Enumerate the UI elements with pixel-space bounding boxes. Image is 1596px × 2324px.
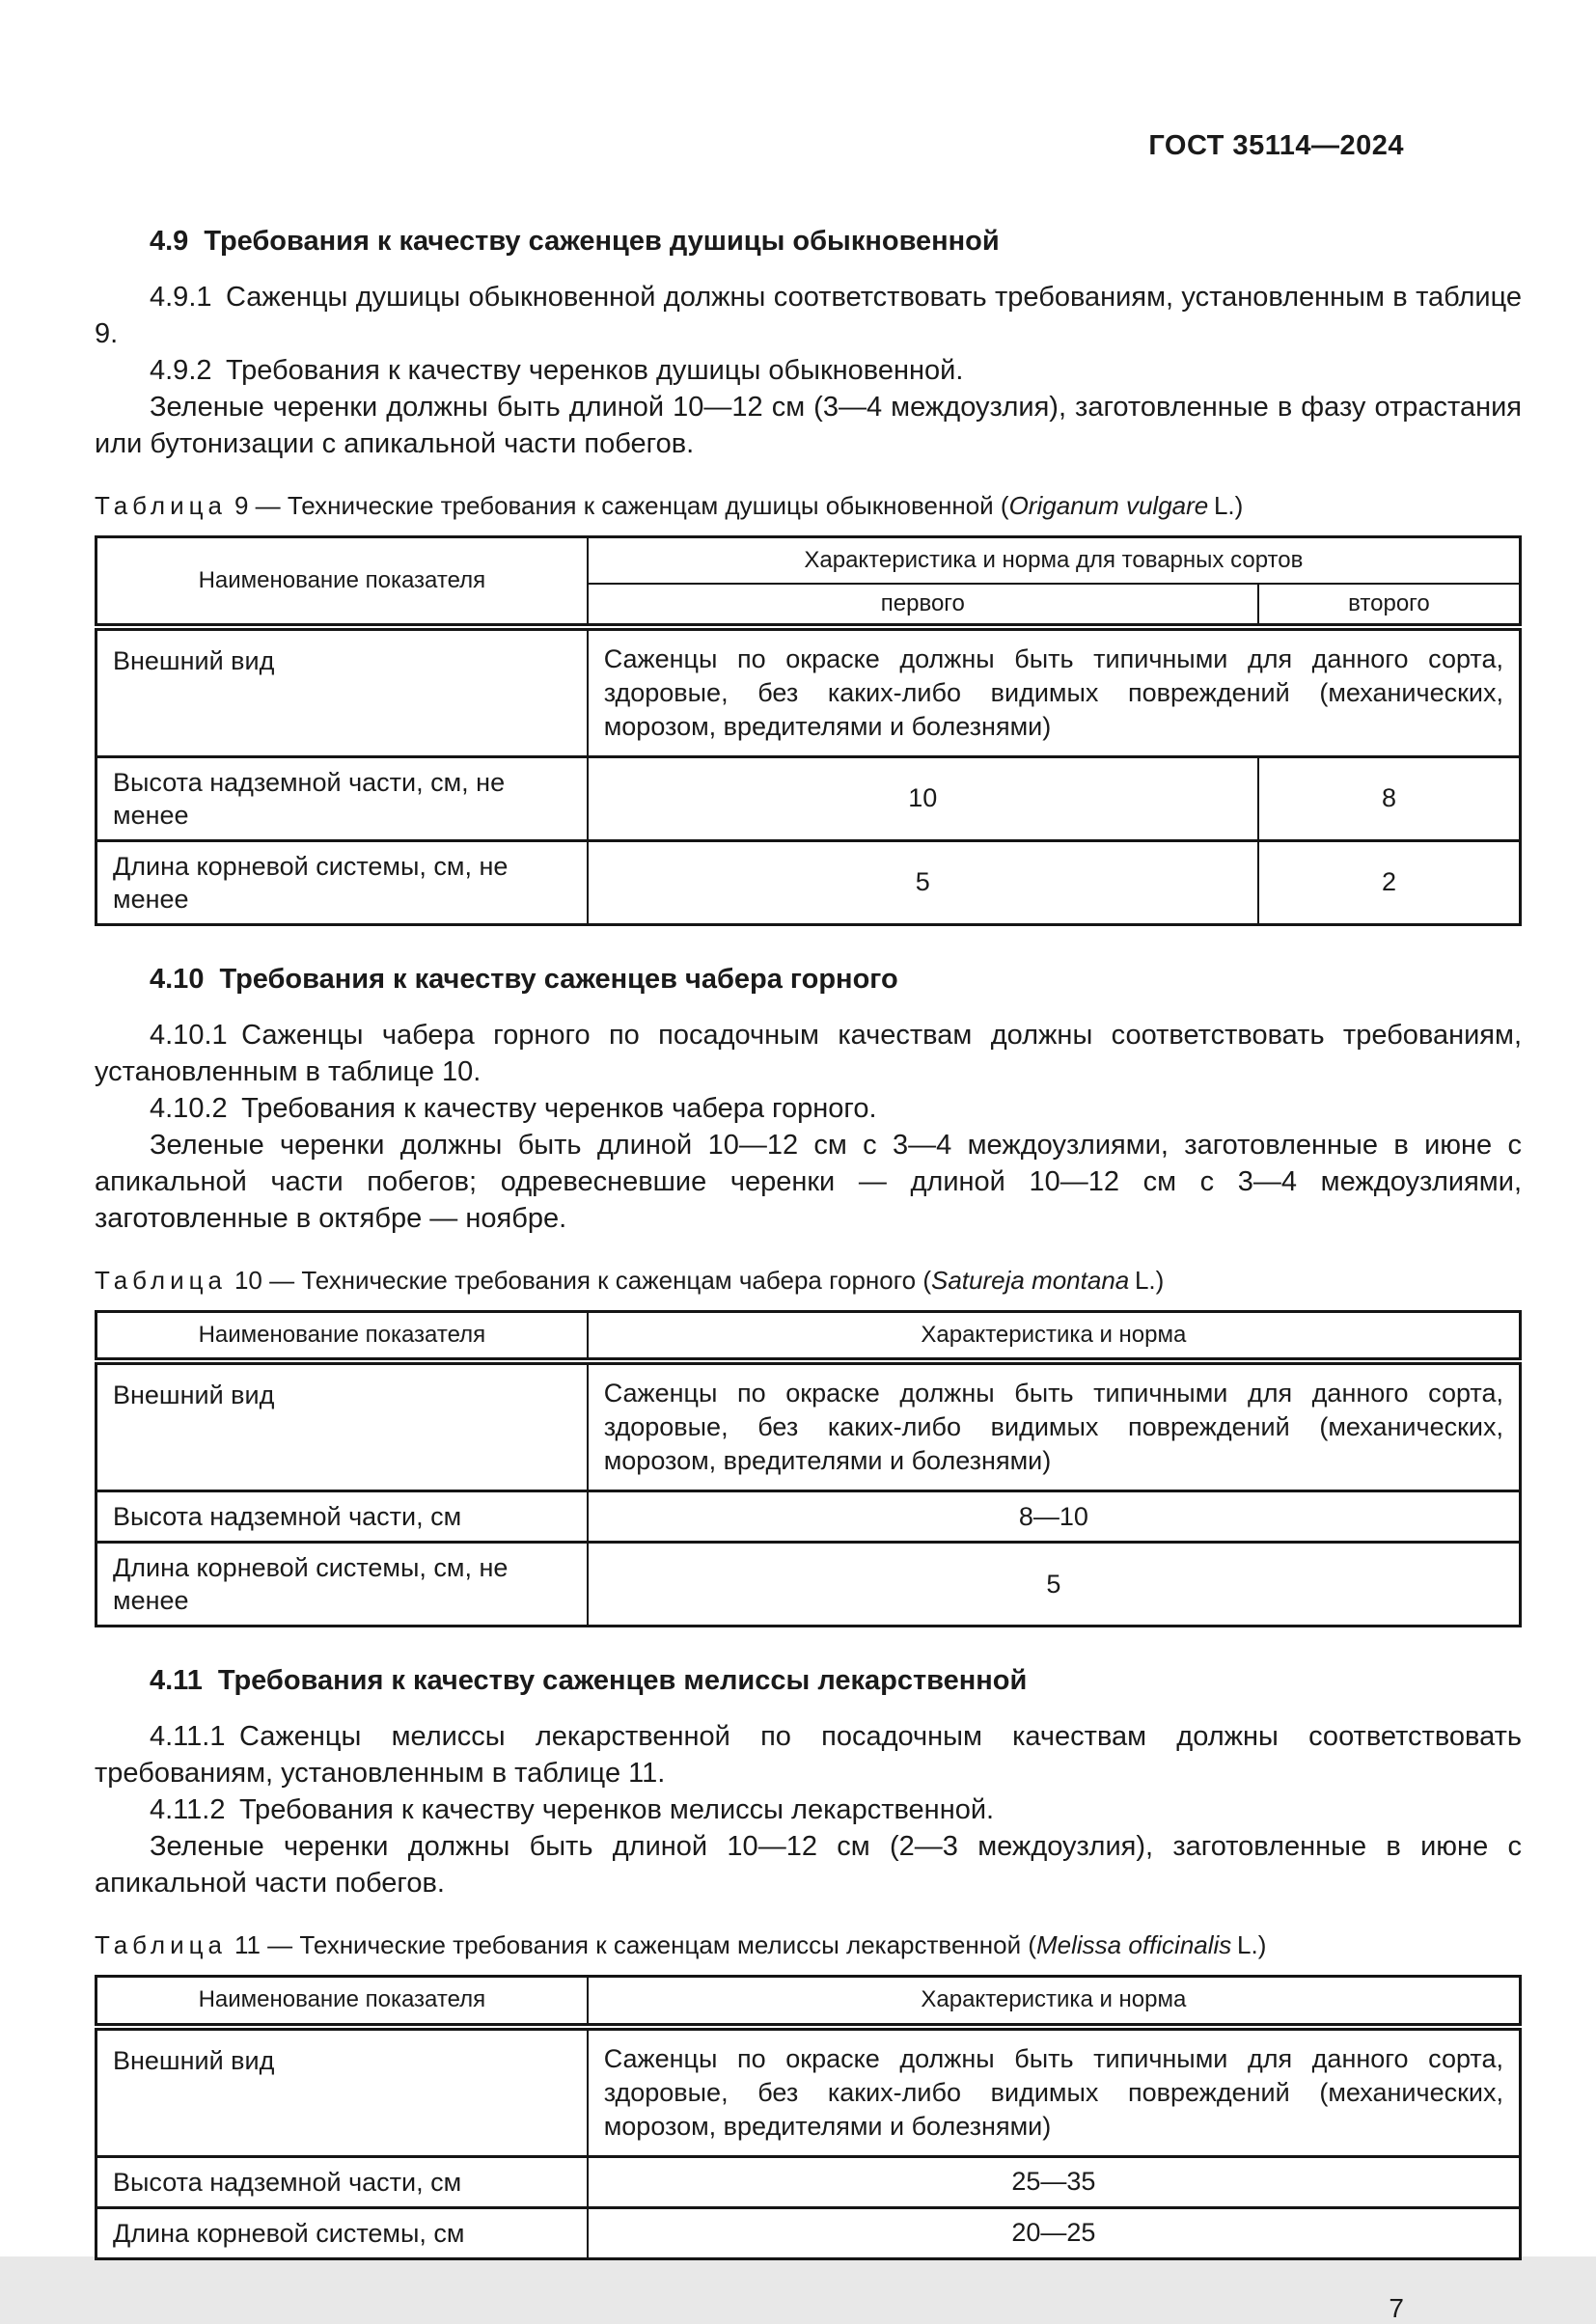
t11-row2-value: 25—35 [588, 2156, 1521, 2207]
table-10-header-row [96, 1311, 1521, 1361]
t9-row1-name: Внешний вид [96, 627, 588, 757]
t10-row2-name: Высота надземной части, см [96, 1491, 588, 1543]
t9-row2-first-grade: 10 [588, 756, 1258, 840]
t10-row1-value: Саженцы по окраске должны быть типичными для данного сорта, здоровые, без каких-либо видимых повреждений (механических, морозом, вредителями и болезнями) [588, 1361, 1521, 1491]
para-4-9-cuttings: Зеленые черенки должны быть длиной 10—12 см (3—4 междоузлия), заготовленные в фазу отрастания или бутонизации с апикальной части побегов. [95, 392, 1522, 459]
t9-subheader-first: первого [588, 584, 1258, 627]
t9-row2-second-grade: 8 [1258, 756, 1521, 840]
section-heading-4-9 [150, 223, 1522, 260]
table-11-header-row [96, 1977, 1521, 2027]
section-title: Требования к качеству саженцев душицы обыкновенной [204, 226, 1000, 257]
table-9-caption [95, 489, 1522, 522]
t10-row3-name: Длина корневой системы, см, не менее [96, 1543, 588, 1627]
t9-header-name: Наименование показателя [96, 537, 588, 627]
t9-row2-name: Высота надземной части, см, не менее [96, 756, 588, 840]
table-row [96, 2207, 1521, 2258]
section-number: 4.10 [150, 963, 205, 995]
table-caption-tail: L.) [1134, 1265, 1165, 1295]
table-caption-word: Таблица [95, 1930, 227, 1959]
t11-row3-value: 20—25 [588, 2207, 1521, 2258]
t11-row3-name: Длина корневой системы, см [96, 2207, 588, 2258]
para-4-9-2: 4.9.2 Требования к качеству черенков душицы обыкновенной. [150, 355, 964, 386]
section-title: Требования к качеству саженцев мелиссы лекарственной [217, 1665, 1028, 1696]
t9-header-value: Характеристика и норма для товарных сортов [588, 537, 1521, 584]
para-4-11-2: 4.11.2 Требования к качеству черенков мелиссы лекарственной. [150, 1794, 995, 1825]
doc-code-header: ГОСТ 35114—2024 [1148, 130, 1404, 161]
t10-row2-value: 8—10 [588, 1491, 1521, 1543]
table-9 [95, 535, 1522, 926]
table-11-caption [95, 1928, 1522, 1961]
table-row [96, 756, 1521, 840]
t10-header-name: Наименование показателя [96, 1311, 588, 1361]
table-caption-text: 9 — Технические требования к саженцам душицы обыкновенной ( [234, 491, 1009, 520]
t11-row1-name: Внешний вид [96, 2027, 588, 2157]
table-row [96, 627, 1521, 757]
t9-row1-value: Саженцы по окраске должны быть типичными для данного сорта, здоровые, без каких-либо видимых повреждений (механических, морозом, вредителями и болезнями) [588, 627, 1521, 757]
section-number: 4.9 [150, 226, 189, 257]
t10-row3-value: 5 [588, 1543, 1521, 1627]
t9-row3-name: Длина корневой системы, см, не менее [96, 840, 588, 924]
table-caption-species: Melissa officinalis [1036, 1930, 1232, 1959]
section-heading-4-11 [150, 1662, 1522, 1699]
table-caption-word: Таблица [95, 1265, 227, 1295]
section-heading-4-10 [150, 961, 1522, 998]
t10-header-value: Характеристика и норма [588, 1311, 1521, 1361]
para-4-11-1: 4.11.1 Саженцы мелиссы лекарственной по посадочным качествам должны соответствовать требованиям, установленным в таблице 11. [95, 1721, 1522, 1789]
table-row [96, 2027, 1521, 2157]
t10-row1-name: Внешний вид [96, 1361, 588, 1491]
para-4-10-cuttings: Зеленые черенки должны быть длиной 10—12 см с 3—4 междоузлиями, заготовленные в июне с апикальной части побегов; одревесневшие черенки — длиной 10—12 см с 3—4 междоузлиями, заготовленные в октябре — ноябре. [95, 1129, 1522, 1234]
table-10 [95, 1310, 1522, 1628]
table-caption-text: 10 — Технические требования к саженцам чабера горного ( [234, 1265, 931, 1295]
table-caption-text: 11 — Технические требования к саженцам мелиссы лекарственной ( [234, 1930, 1036, 1959]
table-caption-species: Origanum vulgare [1008, 491, 1209, 520]
table-row [96, 840, 1521, 924]
table-row [96, 1361, 1521, 1491]
t11-header-name: Наименование показателя [96, 1977, 588, 2027]
t9-row3-second-grade: 2 [1258, 840, 1521, 924]
t9-row3-first-grade: 5 [588, 840, 1258, 924]
para-4-9-1: 4.9.1 Саженцы душицы обыкновенной должны соответствовать требованиям, установленным в таблице 9. [95, 282, 1522, 349]
table-caption-species: Satureja montana [931, 1265, 1130, 1295]
section-number: 4.11 [150, 1665, 203, 1696]
para-4-10-2: 4.10.2 Требования к качеству черенков чабера горного. [150, 1092, 877, 1124]
t9-subheader-second: второго [1258, 584, 1521, 627]
table-11 [95, 1975, 1522, 2260]
table-row [96, 1491, 1521, 1543]
table-row [96, 2156, 1521, 2207]
table-10-caption [95, 1264, 1522, 1297]
table-caption-tail: L.) [1237, 1930, 1267, 1959]
para-4-11-cuttings: Зеленые черенки должны быть длиной 10—12 см (2—3 междоузлия), заготовленные в июне с апикальной части побегов. [95, 1831, 1522, 1899]
table-row [96, 1543, 1521, 1627]
t11-header-value: Характеристика и норма [588, 1977, 1521, 2027]
table-caption-word: Таблица [95, 491, 227, 520]
table-caption-tail: L.) [1213, 491, 1244, 520]
t11-row1-value: Саженцы по окраске должны быть типичными для данного сорта, здоровые, без каких-либо видимых повреждений (механических, морозом, вредителями и болезнями) [588, 2027, 1521, 2157]
table-9-header-row [96, 537, 1521, 584]
page-number: 7 [1389, 2292, 1404, 2323]
section-title: Требования к качеству саженцев чабера горного [219, 963, 898, 995]
para-4-10-1: 4.10.1 Саженцы чабера горного по посадочным качествам должны соответствовать требованиям, установленным в таблице 10. [95, 1019, 1522, 1087]
t11-row2-name: Высота надземной части, см [96, 2156, 588, 2207]
